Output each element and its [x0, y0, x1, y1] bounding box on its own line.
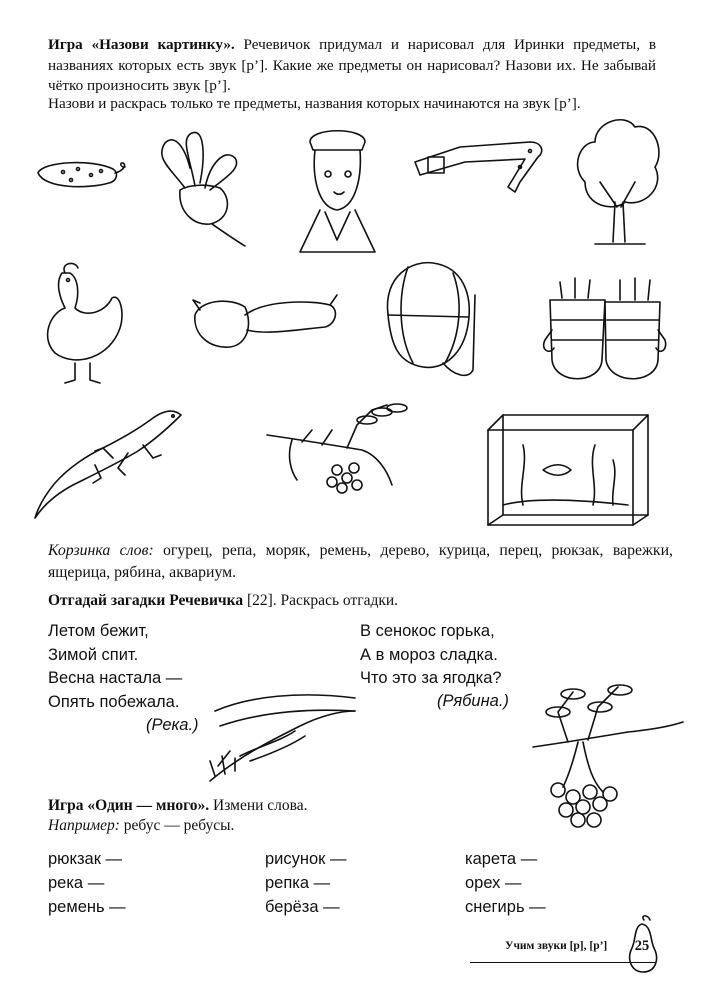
cucumber-icon	[33, 155, 133, 195]
riddle2-answer: (Рябина.)	[437, 692, 509, 710]
riddle2	[360, 620, 502, 691]
word-item: рюкзак —	[48, 850, 123, 868]
lizard-icon	[33, 403, 188, 523]
riddle1-line: Весна настала —	[48, 669, 183, 687]
word-item: рисунок —	[265, 850, 347, 868]
word-item: репка —	[265, 874, 331, 892]
rowan-icon	[262, 400, 417, 505]
riddle2-line: В сенокос горька,	[360, 622, 495, 640]
backpack-icon	[373, 255, 483, 390]
task1-paragraph	[48, 35, 656, 97]
task1-instruction: Назови и раскрась только те предметы, названия которых начинаются на звук [р’].	[48, 95, 581, 112]
riddle1-line: Опять побежала.	[48, 692, 180, 711]
task3-example	[48, 816, 498, 837]
word-item: орех —	[465, 874, 522, 892]
riddle2-line: Что это за ягодка?	[360, 669, 502, 687]
riddle1-line: Летом бежит,	[48, 622, 149, 640]
example-text: ребус — ребусы.	[119, 817, 235, 834]
task1-title: Игра «Назови картинку».	[48, 36, 235, 53]
word-basket	[48, 540, 673, 583]
pepper-icon	[185, 285, 345, 360]
river-icon	[200, 686, 360, 786]
riddle1-answer: (Река.)	[146, 716, 199, 734]
footer-title: Учим звуки [р], [р’]	[505, 940, 608, 952]
task3-text: Измени слова.	[209, 797, 308, 814]
task2-title: Отгадай загадки Речевичка	[48, 592, 244, 609]
belt-icon	[410, 137, 550, 197]
page-number: 25	[634, 938, 650, 954]
sailor-icon	[290, 122, 385, 257]
word-item: река —	[48, 874, 105, 892]
task1-text: Речевичок придумал и нарисовал для Иринки предметы, в названиях которых есть звук [р’]. Какие же предметы он нарисовал? Назови их. Не забывай чётко произносить звук [р’].	[48, 36, 657, 94]
rowan-branch-icon	[528, 682, 688, 832]
word-item: снегирь —	[465, 898, 546, 916]
example-label: Например:	[48, 817, 120, 834]
word-basket-label: Корзинка слов:	[48, 542, 154, 559]
task3-title: Игра «Один — много».	[48, 797, 210, 814]
task3-heading	[48, 796, 498, 817]
riddle2-line: А в мороз сладка.	[360, 645, 498, 664]
tree-icon	[565, 112, 670, 252]
riddle1-line: Зимой спит.	[48, 645, 139, 664]
word-item: карета —	[465, 850, 538, 868]
mittens-icon	[540, 270, 670, 395]
hen-icon	[20, 258, 135, 388]
aquarium-icon	[483, 405, 663, 530]
word-item: берёза —	[265, 898, 340, 916]
riddle1	[48, 620, 182, 714]
task2-heading	[48, 591, 648, 612]
word-item: ремень —	[48, 898, 126, 916]
task2-ref: [22]. Раскрась отгадки.	[243, 592, 399, 609]
turnip-icon	[150, 128, 255, 248]
word-basket-words: огурец, репа, моряк, ремень, дерево, курица, перец, рюкзак, варежки, ящерица, рябина, аквариум.	[48, 542, 673, 581]
